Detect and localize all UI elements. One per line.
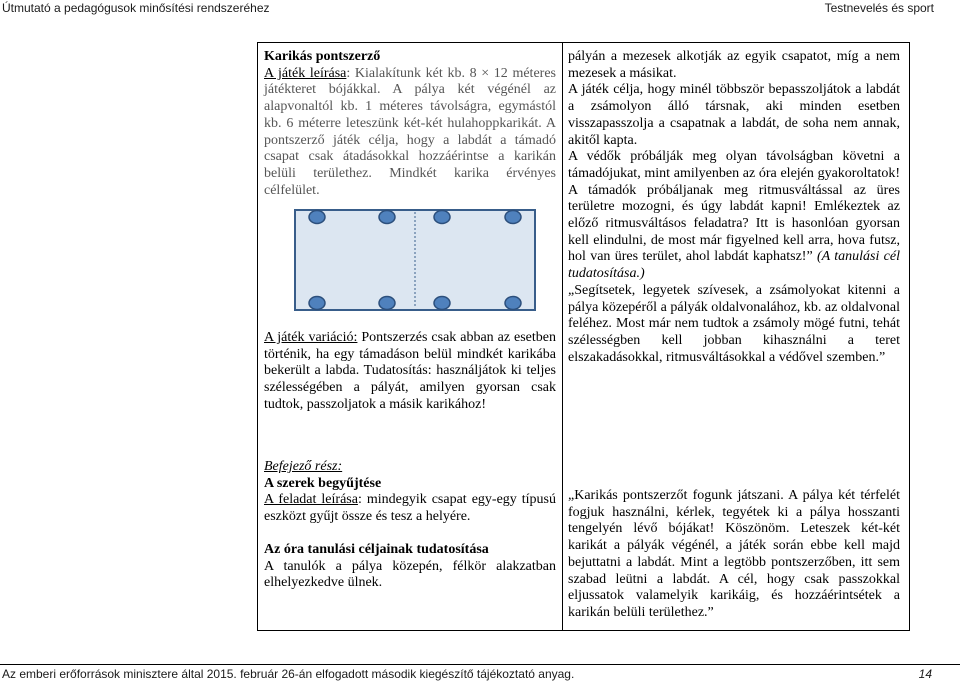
left-bottom-cell <box>264 459 556 592</box>
hoop-bottom-1 <box>309 297 325 310</box>
page-number: 14 <box>918 667 932 681</box>
variation-text: Pontszerzés csak abban az esetben történik, ha egy támadáson belül mindkét karikába bekerült a labda. Tudatosítás: használjátok ki teljes szélességében a pályát, amilyen gyorsan csak tudtok, passzoljatok a másik karikához! <box>264 330 556 412</box>
hoop-bottom-2 <box>379 297 395 310</box>
table-top-border <box>257 42 910 43</box>
right-paragraph-3: A védők próbálják meg olyan távolságban követni a támadójukat, mint amilyenben az óra elején gyakoroltatok! A támadók próbáljanak meg ritmusváltással az üres területre mozogni, és úgy labdát kapni! Emlékeztek az előző ritmusváltásos feladatra? Itt is hasonlóan gyorsan kell elindulni, de most már figyelned kell arra, hova futsz, hol van üres terület, ahol labdát kaphatsz!” <box>568 149 900 265</box>
game-title: Karikás pontszerző <box>264 49 381 64</box>
table-middle-border <box>562 42 563 631</box>
teacher-instruction-text: „Karikás pontszerzőt fogunk játszani. A pálya két térfelét fogjuk használni, kérlek, tegyétek ki a pálya hosszanti tengelyén lévő bójákat! Köszönöm. Leteszek két-két karikát a pályák végénél, a játék során ebbe kell majd bejuttatni a labdát. Mint a legtöbb pontszerzőben, itt sem szabad leütni a labdát. A cél, hogy csak passzokkal eljussatok valamelyik karikáig, és hozzáérintsétek a karikán belüli területhez.” <box>568 488 900 620</box>
playfield-diagram <box>293 208 537 312</box>
right-top-cell <box>568 49 900 366</box>
closing-section-title: Befejező rész: <box>264 459 343 474</box>
right-paragraph-1: pályán a mezesek alkotják az egyik csapatot, míg a nem mezesek a másikat. <box>568 49 900 81</box>
footer-rule <box>0 664 960 665</box>
collect-equipment-heading: A szerek begyűjtése <box>264 475 382 491</box>
right-paragraph-3-note: (A tanulási cél tudatosítása.) <box>568 249 900 282</box>
closing-task-label: A feladat leírása <box>264 492 358 508</box>
right-paragraph-4: „Segítsetek, legyetek szívesek, a zsámolyokat kitenni a pálya közepéről a pályák oldalvonalához, kb. az oldalvonal feléhez. Most már nem tudtok a zsámoly mögé futni, tehát szélességben kell jobban kihasználni a teret elszakadásokkal, ritmusváltásokkal a védővel szemben.” <box>568 282 900 365</box>
header-title: Útmutató a pedagógusok minősítési rendszeréhez <box>2 1 270 15</box>
closing-task-text: : mindegyik csapat egy-egy típusú eszközt gyűjt össze és tesz a helyére. <box>264 492 557 525</box>
right-paragraph-2: A játék célja, hogy minél többször bepasszoljátok a labdát a zsámolyon álló társnak, aki minden esetben visszapasszolja a csapatnak a labdát, de soha nem annak, akitől kapta. <box>568 82 900 148</box>
hoop-bottom-4 <box>505 297 521 310</box>
table-bottom-border <box>257 630 910 631</box>
hoop-top-4 <box>505 211 521 224</box>
hoop-top-1 <box>309 211 325 224</box>
table-left-border <box>257 42 258 631</box>
hoop-bottom-3 <box>434 297 450 310</box>
hoop-top-2 <box>379 211 395 224</box>
variation-label: A játék variáció: <box>264 330 358 345</box>
page-footer <box>0 666 960 683</box>
table-right-border <box>909 42 910 631</box>
variation-cell <box>264 330 556 414</box>
page-header <box>0 0 960 20</box>
learning-goals-heading: Az óra tanulási céljainak tudatosítása <box>264 541 489 557</box>
header-subject: Testnevelés és sport <box>824 1 934 15</box>
right-bottom-cell <box>568 488 900 622</box>
task-label: A játék leírása <box>264 65 347 81</box>
hoop-top-3 <box>434 211 450 224</box>
task-text: : Kialakítunk két kb. 8 × 12 méteres játékteret bójákkal. A pálya két végénél az alapvonaltól kb. 1 méteres távolságra, egymástól kb. 6 méterre leteszünk két-két hulahoppkarikát. A pontszerző játék célja, hogy a labdát a támadó csapat csak átadásokkal hozzáérintse a karikán belüli területhez. Mindkét karika érvényes célfelület. <box>264 65 556 198</box>
left-top-cell <box>264 49 556 199</box>
footer-text: Az emberi erőforrások minisztere által 2015. február 26-án elfogadott második kiegészítő tájékoztató anyag. <box>2 667 575 681</box>
learning-goals-text: A tanulók a pálya közepén, félkör alakzatban elhelyezkedve ülnek. <box>264 558 556 591</box>
